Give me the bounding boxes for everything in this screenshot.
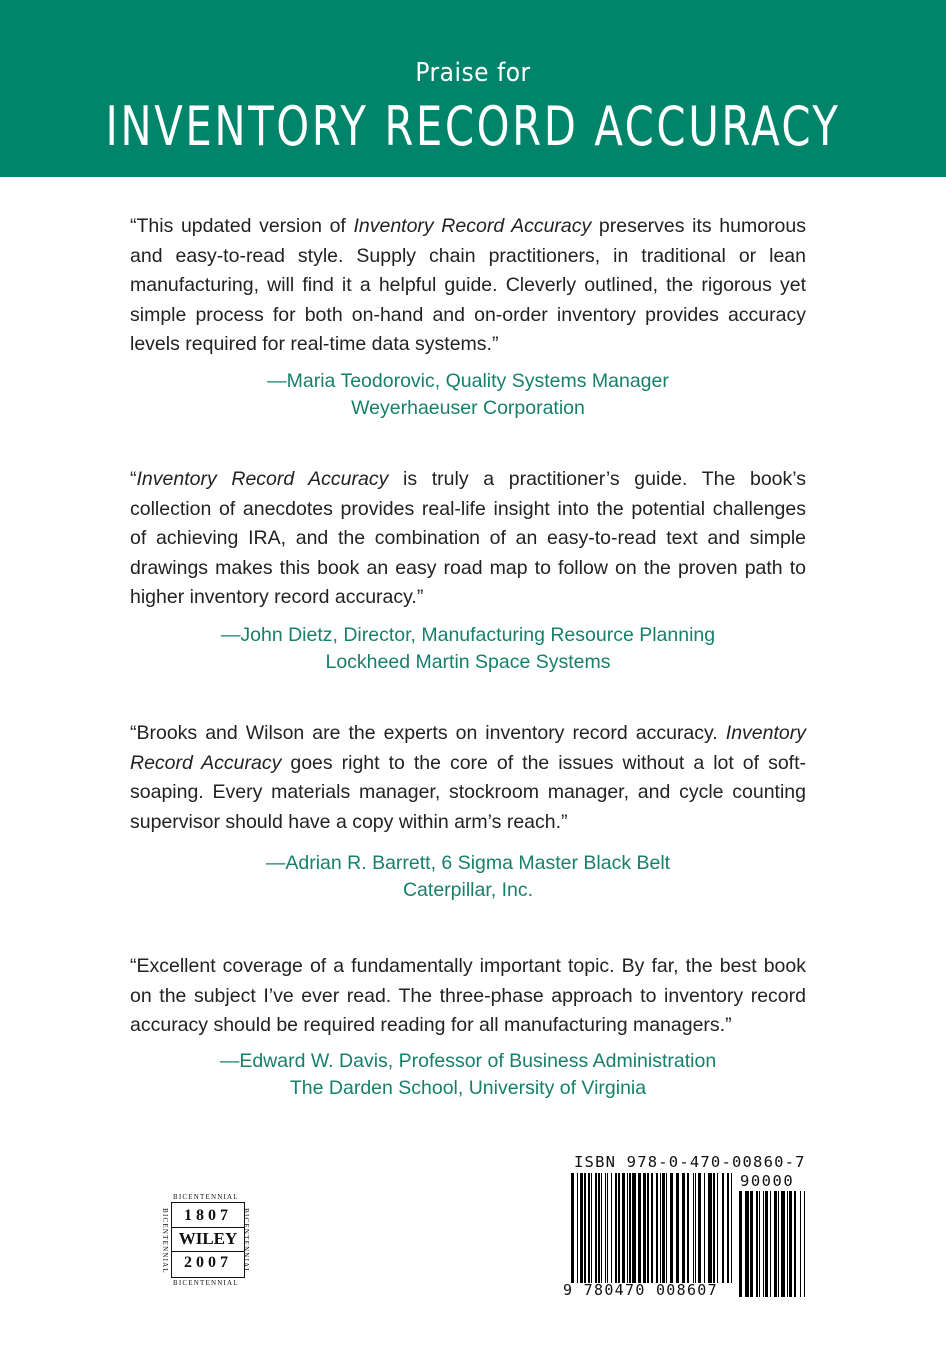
quote-text: “	[130, 468, 137, 490]
wiley-bicentennial-logo	[160, 1193, 253, 1287]
barcode-bar	[580, 1173, 583, 1283]
book-title-italic: Inventory Record Accuracy	[130, 722, 806, 774]
barcode-bar	[601, 1173, 602, 1283]
barcode-bar	[647, 1173, 649, 1283]
attribution-name: —John Dietz, Director, Manufacturing Resource Planning	[220, 624, 716, 646]
barcode-bar	[731, 1173, 732, 1283]
barcode-bar	[588, 1173, 590, 1283]
testimonial-attribution	[130, 850, 806, 904]
attribution-organization: The Darden School, University of Virginia	[289, 1077, 647, 1099]
barcode-bar	[687, 1173, 689, 1283]
isbn-label: ISBN 978-0-470-00860-7	[574, 1153, 806, 1171]
testimonial-quote	[130, 465, 806, 613]
quote-text: preserves its humorous and easy-to-read style. Supply chain practitioners, in traditional or lean manufacturing, will find it a helpful guide. Cleverly outlined, the rigorous yet simple process for both on-hand and on-order inventory provides accuracy levels required for real-time data systems.”	[130, 215, 806, 355]
attribution-name: —Maria Teodorovic, Quality Systems Manager	[267, 370, 669, 392]
barcode-bar	[682, 1173, 685, 1283]
barcode-bar	[643, 1173, 646, 1283]
barcode-bar	[770, 1191, 771, 1297]
quote-text: “This updated version of	[130, 215, 354, 237]
barcode-bar	[708, 1173, 712, 1283]
barcode-bar	[584, 1173, 586, 1283]
barcode-bar	[727, 1173, 729, 1283]
barcode-bar	[804, 1191, 805, 1297]
barcode-bar	[660, 1173, 661, 1283]
addon-barcode-bars	[738, 1191, 808, 1297]
barcode-bar	[598, 1173, 600, 1283]
barcode-bar	[611, 1173, 612, 1283]
logo-year-start: 1807	[184, 1207, 232, 1224]
title-banner	[0, 0, 946, 177]
barcode-bar	[605, 1173, 606, 1283]
logo-publisher-name: WILEY	[178, 1229, 238, 1248]
barcode-bar	[571, 1173, 574, 1283]
barcode-bar	[638, 1173, 641, 1283]
barcode-bar	[615, 1173, 617, 1283]
book-title-italic: Inventory Record Accuracy	[353, 215, 592, 237]
barcode-bar	[765, 1191, 768, 1297]
testimonial-quote	[130, 952, 806, 1041]
ean-barcode-bars	[570, 1173, 736, 1297]
testimonial-attribution	[130, 368, 806, 422]
barcode-bar	[622, 1173, 625, 1283]
quote-text: goes right to the core of the issues without a lot of soft-soaping. Every materials manager, stockroom manager, and cycle counting supervisor should have a copy within arm’s reach.”	[130, 751, 806, 833]
testimonial-attribution	[130, 622, 806, 676]
barcode-bar	[577, 1173, 578, 1283]
barcode-bar	[774, 1191, 777, 1297]
testimonial-quote	[130, 719, 806, 837]
barcode-bar	[693, 1173, 694, 1283]
barcode-bar	[794, 1191, 796, 1297]
barcode-bar	[717, 1173, 718, 1283]
barcode-addon-digits: 90000	[740, 1172, 795, 1190]
barcode-bar	[629, 1173, 631, 1283]
testimonial-attribution	[130, 1048, 806, 1102]
praise-for-kicker: Praise for	[415, 58, 531, 88]
barcode-bar	[756, 1191, 758, 1297]
book-title: INVENTORY RECORD ACCURACY	[105, 95, 841, 158]
logo-edge-text-top: BICENTENNIAL	[173, 1193, 239, 1201]
barcode-bar	[789, 1191, 792, 1297]
barcode-bar	[763, 1191, 764, 1297]
logo-edge-text-bottom: BICENTENNIAL	[173, 1279, 239, 1287]
barcode-bar	[670, 1173, 673, 1283]
barcode-bar	[722, 1173, 724, 1283]
logo-edge-text-left: BICENTENNIAL	[160, 1208, 169, 1274]
logo-rule	[171, 1227, 245, 1228]
barcode-bar	[666, 1173, 667, 1283]
quote-text: “Brooks and Wilson are the experts on inventory record accuracy.	[130, 722, 726, 744]
logo-rule	[171, 1251, 245, 1252]
barcode-bar	[698, 1173, 701, 1283]
barcode-bar	[632, 1173, 636, 1283]
testimonial-quote	[130, 212, 806, 360]
barcode-bar	[618, 1173, 620, 1283]
barcode-bar	[759, 1191, 760, 1297]
barcode-bar	[800, 1191, 801, 1297]
attribution-organization: Caterpillar, Inc.	[402, 879, 534, 901]
barcode-bar	[662, 1173, 665, 1283]
attribution-name: —Edward W. Davis, Professor of Business Administration	[219, 1050, 717, 1072]
barcode-bar	[739, 1191, 742, 1297]
barcode-bar	[704, 1173, 705, 1283]
barcode-bar	[607, 1173, 608, 1283]
barcode-bar	[778, 1191, 779, 1297]
quote-text: “Excellent coverage of a fundamentally important topic. By far, the best book on the subject I’ve ever read. The three-phase approach to inventory record accuracy should be required reading for all manufacturing managers.”	[130, 955, 806, 1036]
barcode-bar	[787, 1191, 788, 1297]
attribution-name: —Adrian R. Barrett, 6 Sigma Master Black Belt	[265, 852, 671, 874]
barcode-bar	[595, 1173, 597, 1283]
ean-digits: 9 780470 008607	[563, 1281, 718, 1299]
logo-year-end: 2007	[184, 1254, 232, 1271]
quote-text: is truly a practitioner’s guide. The book’s collection of anecdotes provides real-life insight into the potential challenges of achieving IRA, and the combination of an easy-to-read text and simple drawings makes this book an easy road map to follow on the proven path to higher inventory record accuracy.”	[130, 468, 807, 608]
barcode-bar	[781, 1191, 785, 1297]
barcode-bar	[651, 1173, 653, 1283]
barcode-bar	[627, 1173, 628, 1283]
barcode-bar	[713, 1173, 715, 1283]
barcode-bar	[745, 1191, 749, 1297]
barcode-bar	[695, 1173, 696, 1283]
barcode-bar	[656, 1173, 658, 1283]
attribution-organization: Weyerhaeuser Corporation	[351, 397, 585, 419]
logo-edge-text-right: BICENTENNIAL	[241, 1208, 250, 1274]
barcode-bar	[591, 1173, 592, 1283]
attribution-organization: Lockheed Martin Space Systems	[325, 651, 611, 673]
book-title-italic: Inventory Record Accuracy	[136, 468, 389, 490]
barcode-bar	[676, 1173, 679, 1283]
barcode-bar	[750, 1191, 753, 1297]
